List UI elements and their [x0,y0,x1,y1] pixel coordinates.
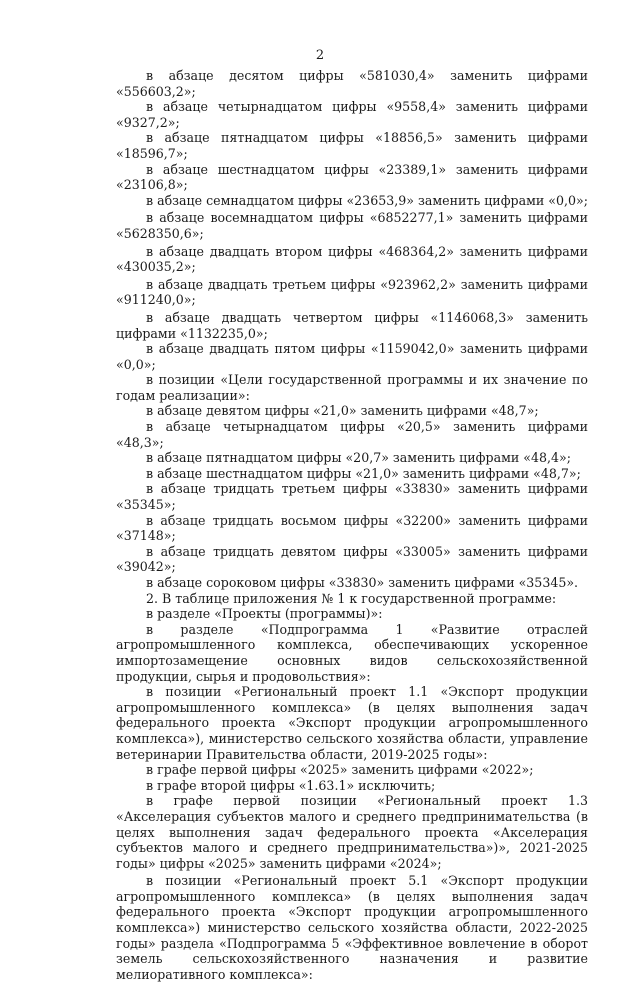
paragraph: в абзаце шестнадцатом цифры «23389,1» заменить цифрами «23106,8»; [116,161,588,193]
paragraph: в абзаце двадцать пятом цифры «1159042,0» заменить цифрами «0,0»; [116,341,588,372]
paragraph: в абзаце пятнадцатом цифры «20,7» заменить цифрами «48,4»; [146,450,571,466]
paragraph: в позиции «Региональный проект 5.1 «Экспорт продукции агропромышленного комплекса» (в целях выполнения задач федерального проекта «Экспорт продукции агропромышленного комплекса») министерство сельского хозяйства области, 2022-2025 годы» раздела «Подпрограмма 5 «Эффективное вовлечение в оборот земель сельскохозяйственного назначения и развитие мелиоративного комплекса»: [116,873,588,982]
paragraph: в абзаце сороковом цифры «33830» заменить цифрами «35345». [146,575,579,590]
paragraph: в абзаце десятом цифры «581030,4» заменить цифрами «556603,2»; [116,68,588,99]
paragraph: в графе первой цифры «2025» заменить цифрами «2022»; [146,762,534,778]
paragraph: в позиции «Цели государственной программы и их значение по годам реализации»: [116,372,588,403]
paragraph: в абзаце четырнадцатом цифры «9558,4» заменить цифрами «9327,2»; [116,99,588,130]
paragraph: в графе первой позиции «Региональный проект 1.3 «Акселерация субъектов малого и среднего предпринимательства (в целях выполнения задач федерального проекта «Акселерация субъектов малого и среднего предпринимательства»)», 2021-2025 годы» цифры «2025» заменить цифрами «2024»; [116,793,588,871]
paragraph: в абзаце тридцать третьем цифры «33830» заменить цифрами «35345»; [116,481,588,513]
paragraph: в разделе «Проекты (программы)»: [146,606,383,622]
paragraph: в разделе «Подпрограмма 1 «Развитие отраслей агропромышленного комплекса, обеспечивающих ускоренное импортозамещение основных видов сельскохозяйственной продукции, сырья и продовольствия»: [116,621,588,684]
paragraph: в абзаце семнадцатом цифры «23653,9» заменить цифрами «0,0»; [146,192,588,208]
paragraph: в абзаце тридцать девятом цифры «33005» заменить цифрами «39042»; [116,543,588,575]
paragraph: в абзаце шестнадцатом цифры «21,0» заменить цифрами «48,7»; [146,465,581,481]
paragraph: в абзаце пятнадцатом цифры «18856,5» заменить цифрами «18596,7»; [116,130,588,161]
paragraph: в абзаце двадцать третьем цифры «923962,2» заменить цифрами «911240,0»; [116,276,588,308]
paragraph: в абзаце восемнадцатом цифры «6852277,1» заменить цифрами «5628350,6»; [116,210,588,241]
paragraph: в абзаце двадцать втором цифры «468364,2» заменить цифрами «430035,2»; [116,243,588,275]
paragraph: в абзаце тридцать восьмом цифры «32200» заменить цифрами «37148»; [116,512,588,544]
paragraph: в абзаце четырнадцатом цифры «20,5» заменить цифрами «48,3»; [116,419,588,450]
paragraph: в графе второй цифры «1.63.1» исключить; [146,777,436,793]
paragraph: в позиции «Региональный проект 1.1 «Экспорт продукции агропромышленного комплекса» (в целях выполнения задач федерального проекта «Экспорт продукции агропромышленного комплекса»), министерство сельского хозяйства области, управление ветеринарии Правительства области, 2019-2025 годы»: [116,684,588,762]
document-body [116,68,588,982]
paragraph: 2. В таблице приложения № 1 к государственной программе: [146,590,557,606]
page-number: 2 [315,48,325,63]
paragraph: в абзаце двадцать четвертом цифры «1146068,3» заменить цифрами «1132235,0»; [116,309,588,341]
paragraph: в абзаце девятом цифры «21,0» заменить цифрами «48,7»; [146,403,539,419]
